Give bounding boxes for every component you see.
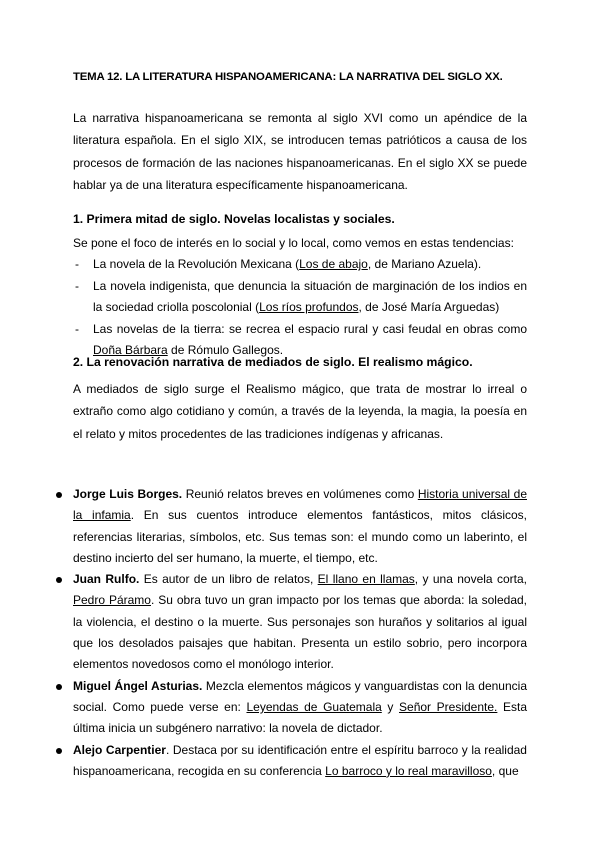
author-name: Alejo Carpentier — [73, 742, 166, 757]
bullet-icon — [56, 684, 62, 690]
author-name: Jorge Luis Borges. — [73, 487, 183, 501]
work-title: Los ríos profundos — [259, 300, 359, 314]
work-title: Leyendas de Guatemala — [246, 699, 382, 714]
document-title: TEMA 12. LA LITERATURA HISPANOAMERICANA: LA NARRATIVA DEL SIGLO XX. — [73, 71, 503, 83]
author-item-borges: Jorge Luis Borges. Reunió relatos breves en volúmenes como Historia universal de la infamia. En sus cuentos introduce elementos fantásticos, mitos clásicos, referencias literarias, símbolos, etc. Sus temas son: el mundo como un laberinto, el destino incierto del ser humano, la muerte, el tiempo, etc. — [57, 484, 527, 569]
list-item: - Las novelas de la tierra: se recrea el espacio rural y casi feudal en obras como Doña Bárbara de Rómulo Gallegos. — [73, 319, 527, 362]
work-title: Doña Bárbara — [93, 343, 168, 357]
bullet-icon — [56, 492, 62, 498]
section-2-heading: 2. La renovación narrativa de mediados de siglo. El realismo mágico. — [73, 355, 473, 369]
work-title: Los de abajo — [299, 257, 368, 271]
author-item-carpentier: Alejo Carpentier. Destaca por su identificación entre el espíritu barroco y la realidad hispanoamericana, recogida en su conferencia Lo barroco y lo real maravilloso, que — [57, 740, 527, 783]
work-title: Lo barroco y lo real maravilloso — [325, 763, 492, 778]
dash-marker: - — [75, 278, 79, 293]
dash-marker: - — [75, 257, 79, 271]
list-item: - La novela indigenista, que denuncia la situación de marginación de los indios en la sociedad criolla poscolonial (Los ríos profundos, de José María Arguedas) — [73, 276, 527, 319]
intro-paragraph: La narrativa hispanoamericana se remonta al siglo XVI como un apéndice de la literatura española. En el siglo XIX, se introducen temas patrióticos a causa de los procesos de formación de las naciones hispanoamericanas. En el siglo XX se puede hablar ya de una literatura específicamente hispanoamericana. — [73, 111, 527, 192]
author-item-rulfo: Juan Rulfo. Es autor de un libro de relatos, El llano en llamas, y una novela corta, Pedro Páramo. Su obra tuvo un gran impacto por los temas que aborda: la soledad, la violencia, el destino o la muerte. Sus personajes son huraños y solitarios al igual que los desolados paisajes que habitan. Presenta un estilo sobrio, pero incorpora elementos novedosos como el monólogo interior. — [57, 569, 527, 675]
work-title: El llano en llamas — [317, 572, 415, 587]
tendencies-list — [73, 254, 527, 362]
section-2-paragraph: A mediados de siglo surge el Realismo mágico, que trata de mostrar lo irreal o extraño como algo cotidiano y común, a través de la leyenda, la magia, la poesía en el relato y mitos procedentes de las tradiciones indígenas y africanas. — [73, 382, 527, 441]
dash-marker: - — [75, 321, 79, 336]
author-name: Juan Rulfo. — [73, 572, 140, 587]
section-1-heading: 1. Primera mitad de siglo. Novelas localistas y sociales. — [73, 212, 395, 226]
work-title: Pedro Páramo — [73, 593, 151, 608]
work-title: Señor Presidente. — [399, 699, 498, 714]
list-item: - La novela de la Revolución Mexicana (Los de abajo, de Mariano Azuela). — [73, 254, 527, 276]
bullet-icon — [56, 748, 62, 754]
authors-list — [57, 484, 527, 782]
author-item-asturias: Miguel Ángel Asturias. Mezcla elementos mágicos y vanguardistas con la denuncia social. Como puede verse en: Leyendas de Guatemala y Señor Presidente. Esta última inicia un subgénero narrativo: la novela de dictador. — [57, 676, 527, 740]
bullet-icon — [56, 577, 62, 583]
author-name: Miguel Ángel Asturias. — [73, 678, 203, 693]
section-1-lead: Se pone el foco de interés en lo social y lo local, como vemos en estas tendencias: — [73, 236, 514, 250]
work-title: Historia universal de la infamia — [73, 487, 527, 523]
